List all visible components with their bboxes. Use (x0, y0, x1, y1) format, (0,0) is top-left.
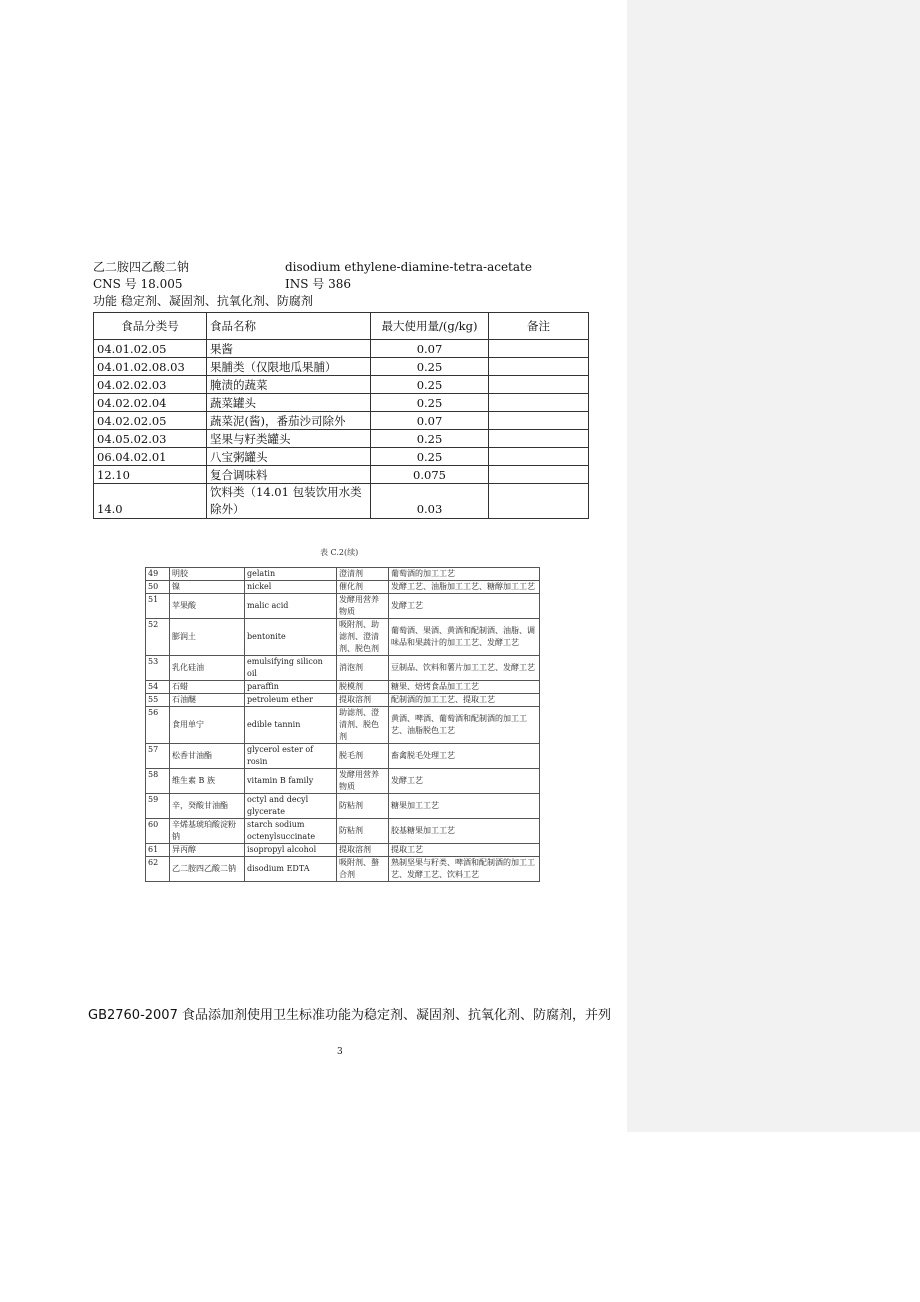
item-name-en: starch sodium octenylsuccinate (245, 819, 337, 844)
table-row (94, 412, 589, 430)
note (489, 394, 589, 412)
item-number: 61 (146, 844, 170, 857)
max-usage: 0.075 (371, 466, 489, 484)
ins-number: INS 号 386 (285, 277, 351, 291)
header-name: 食品名称 (207, 313, 371, 340)
note (489, 484, 589, 519)
table-row (94, 340, 589, 358)
item-usage: 提取工艺 (389, 844, 540, 857)
item-name-cn: 维生素 B 族 (170, 769, 245, 794)
item-usage: 熟制坚果与籽类、啤酒和配制酒的加工工艺、发酵工艺、饮料工艺 (389, 857, 540, 882)
food-code: 04.02.02.03 (94, 376, 207, 394)
item-name-cn: 镍 (170, 581, 245, 594)
item-function: 提取溶剂 (337, 694, 389, 707)
item-name-cn: 明胶 (170, 568, 245, 581)
food-name: 果脯类（仅限地瓜果脯） (207, 358, 371, 376)
item-number: 55 (146, 694, 170, 707)
item-function: 吸附剂、螯合剂 (337, 857, 389, 882)
max-usage: 0.25 (371, 448, 489, 466)
item-name-cn: 乙二胺四乙酸二钠 (170, 857, 245, 882)
item-number: 56 (146, 707, 170, 744)
table-row (94, 448, 589, 466)
table-row (146, 857, 540, 882)
item-function: 脱模剂 (337, 681, 389, 694)
item-name-cn: 辛，癸酸甘油酯 (170, 794, 245, 819)
table-row (94, 394, 589, 412)
item-function: 催化剂 (337, 581, 389, 594)
item-usage: 发酵工艺 (389, 769, 540, 794)
table-row (146, 681, 540, 694)
item-usage: 发酵工艺 (389, 594, 540, 619)
item-name-en: disodium EDTA (245, 857, 337, 882)
note (489, 412, 589, 430)
table-caption: 表 C.2(续) (320, 548, 359, 557)
scanned-table-image (145, 567, 540, 990)
item-name-en: petroleum ether (245, 694, 337, 707)
food-name: 蔬菜泥(酱)，番茄沙司除外 (207, 412, 371, 430)
item-name-en: octyl and decyl glycerate (245, 794, 337, 819)
table-row (94, 466, 589, 484)
item-function: 防粘剂 (337, 819, 389, 844)
function-line: 功能 稳定剂、凝固剂、抗氧化剂、防腐剂 (93, 294, 313, 308)
item-number: 62 (146, 857, 170, 882)
table-row (146, 619, 540, 656)
table-row (146, 744, 540, 769)
item-name-cn: 膨润土 (170, 619, 245, 656)
item-name-cn: 异丙醇 (170, 844, 245, 857)
item-usage: 豆制品、饮料和薯片加工工艺、发酵工艺 (389, 656, 540, 681)
item-number: 54 (146, 681, 170, 694)
item-name-en: gelatin (245, 568, 337, 581)
additive-header (93, 259, 613, 310)
item-usage: 畜禽脱毛处理工艺 (389, 744, 540, 769)
food-name: 腌渍的蔬菜 (207, 376, 371, 394)
name-cn: 乙二胺四乙酸二钠 (93, 260, 190, 274)
item-name-cn: 乳化硅油 (170, 656, 245, 681)
item-name-cn: 苹果酸 (170, 594, 245, 619)
item-usage: 糖果、焙烤食品加工工艺 (389, 681, 540, 694)
table-row (146, 819, 540, 844)
cns-number: CNS 号 18.005 (93, 277, 183, 291)
table-row (146, 594, 540, 619)
note (489, 340, 589, 358)
item-usage: 发酵工艺、油脂加工工艺、糖醇加工工艺 (389, 581, 540, 594)
food-code: 04.02.02.04 (94, 394, 207, 412)
table-row (146, 581, 540, 594)
item-function: 防粘剂 (337, 794, 389, 819)
item-function: 消泡剂 (337, 656, 389, 681)
item-name-en: malic acid (245, 594, 337, 619)
max-usage: 0.25 (371, 358, 489, 376)
note (489, 358, 589, 376)
item-usage: 葡萄酒的加工工艺 (389, 568, 540, 581)
item-number: 60 (146, 819, 170, 844)
item-number: 58 (146, 769, 170, 794)
page-number: 3 (337, 1047, 343, 1057)
table-row (146, 794, 540, 819)
item-name-cn: 石油醚 (170, 694, 245, 707)
table-row (146, 844, 540, 857)
table-row (94, 484, 589, 519)
item-name-en: isopropyl alcohol (245, 844, 337, 857)
table-row (146, 656, 540, 681)
max-usage: 0.07 (371, 340, 489, 358)
item-number: 50 (146, 581, 170, 594)
item-number: 49 (146, 568, 170, 581)
item-name-en: paraffin (245, 681, 337, 694)
item-function: 脱毛剂 (337, 744, 389, 769)
item-name-cn: 松香甘油酯 (170, 744, 245, 769)
table-row (146, 568, 540, 581)
item-name-en: glycerol ester of rosin (245, 744, 337, 769)
note (489, 448, 589, 466)
max-usage: 0.03 (371, 484, 489, 519)
name-en: disodium ethylene-diamine-tetra-acetate (285, 260, 532, 274)
item-name-en: bentonite (245, 619, 337, 656)
header-code: 食品分类号 (94, 313, 207, 340)
item-number: 53 (146, 656, 170, 681)
max-usage: 0.07 (371, 412, 489, 430)
table-row (94, 430, 589, 448)
food-code: 04.02.02.05 (94, 412, 207, 430)
item-number: 52 (146, 619, 170, 656)
item-number: 51 (146, 594, 170, 619)
note (489, 430, 589, 448)
food-code: 04.01.02.05 (94, 340, 207, 358)
max-usage: 0.25 (371, 376, 489, 394)
food-name: 八宝粥罐头 (207, 448, 371, 466)
food-name: 复合调味料 (207, 466, 371, 484)
item-name-en: emulsifying silicon oil (245, 656, 337, 681)
item-function: 澄清剂 (337, 568, 389, 581)
item-name-cn: 辛烯基琥珀酸淀粉钠 (170, 819, 245, 844)
item-usage: 配制酒的加工工艺、提取工艺 (389, 694, 540, 707)
max-usage: 0.25 (371, 394, 489, 412)
item-name-cn: 石蜡 (170, 681, 245, 694)
usage-table-header (94, 313, 589, 340)
comment-pane (627, 0, 920, 1132)
note (489, 466, 589, 484)
table-row (146, 769, 540, 794)
item-number: 59 (146, 794, 170, 819)
header-max: 最大使用量/(g/kg) (371, 313, 489, 340)
item-name-en: vitamin B family (245, 769, 337, 794)
item-usage: 胶基糖果加工工艺 (389, 819, 540, 844)
item-function: 发酵用营养物质 (337, 594, 389, 619)
item-name-en: edible tannin (245, 707, 337, 744)
item-function: 发酵用营养物质 (337, 769, 389, 794)
item-name-en: nickel (245, 581, 337, 594)
item-function: 吸附剂、助滤剂、澄清剂、脱色剂 (337, 619, 389, 656)
item-function: 助滤剂、澄清剂、脱色剂 (337, 707, 389, 744)
food-code: 04.05.02.03 (94, 430, 207, 448)
table-row (146, 694, 540, 707)
table-row (94, 376, 589, 394)
item-usage: 黄酒、啤酒、葡萄酒和配制酒的加工工艺、油脂脱色工艺 (389, 707, 540, 744)
table-row (146, 707, 540, 744)
food-code: 06.04.02.01 (94, 448, 207, 466)
food-code: 12.10 (94, 466, 207, 484)
food-name: 蔬菜罐头 (207, 394, 371, 412)
item-name-cn: 食用单宁 (170, 707, 245, 744)
note (489, 376, 589, 394)
max-usage: 0.25 (371, 430, 489, 448)
item-number: 57 (146, 744, 170, 769)
usage-table (93, 312, 589, 519)
food-name: 坚果与籽类罐头 (207, 430, 371, 448)
item-usage: 糖果加工工艺 (389, 794, 540, 819)
food-name: 果酱 (207, 340, 371, 358)
food-name: 饮料类（14.01 包装饮用水类除外） (207, 484, 371, 519)
item-function: 提取溶剂 (337, 844, 389, 857)
processing-aid-table (145, 567, 540, 882)
item-usage: 葡萄酒、果酒、黄酒和配制酒、油脂、调味品和果蔬汁的加工工艺、发酵工艺 (389, 619, 540, 656)
table-row (94, 358, 589, 376)
body-text: GB2760-2007 食品添加剂使用卫生标准功能为稳定剂、凝固剂、抗氧化剂、防腐剂，并列 (88, 1008, 611, 1023)
food-code: 14.0 (94, 484, 207, 519)
header-note: 备注 (489, 313, 589, 340)
food-code: 04.01.02.08.03 (94, 358, 207, 376)
